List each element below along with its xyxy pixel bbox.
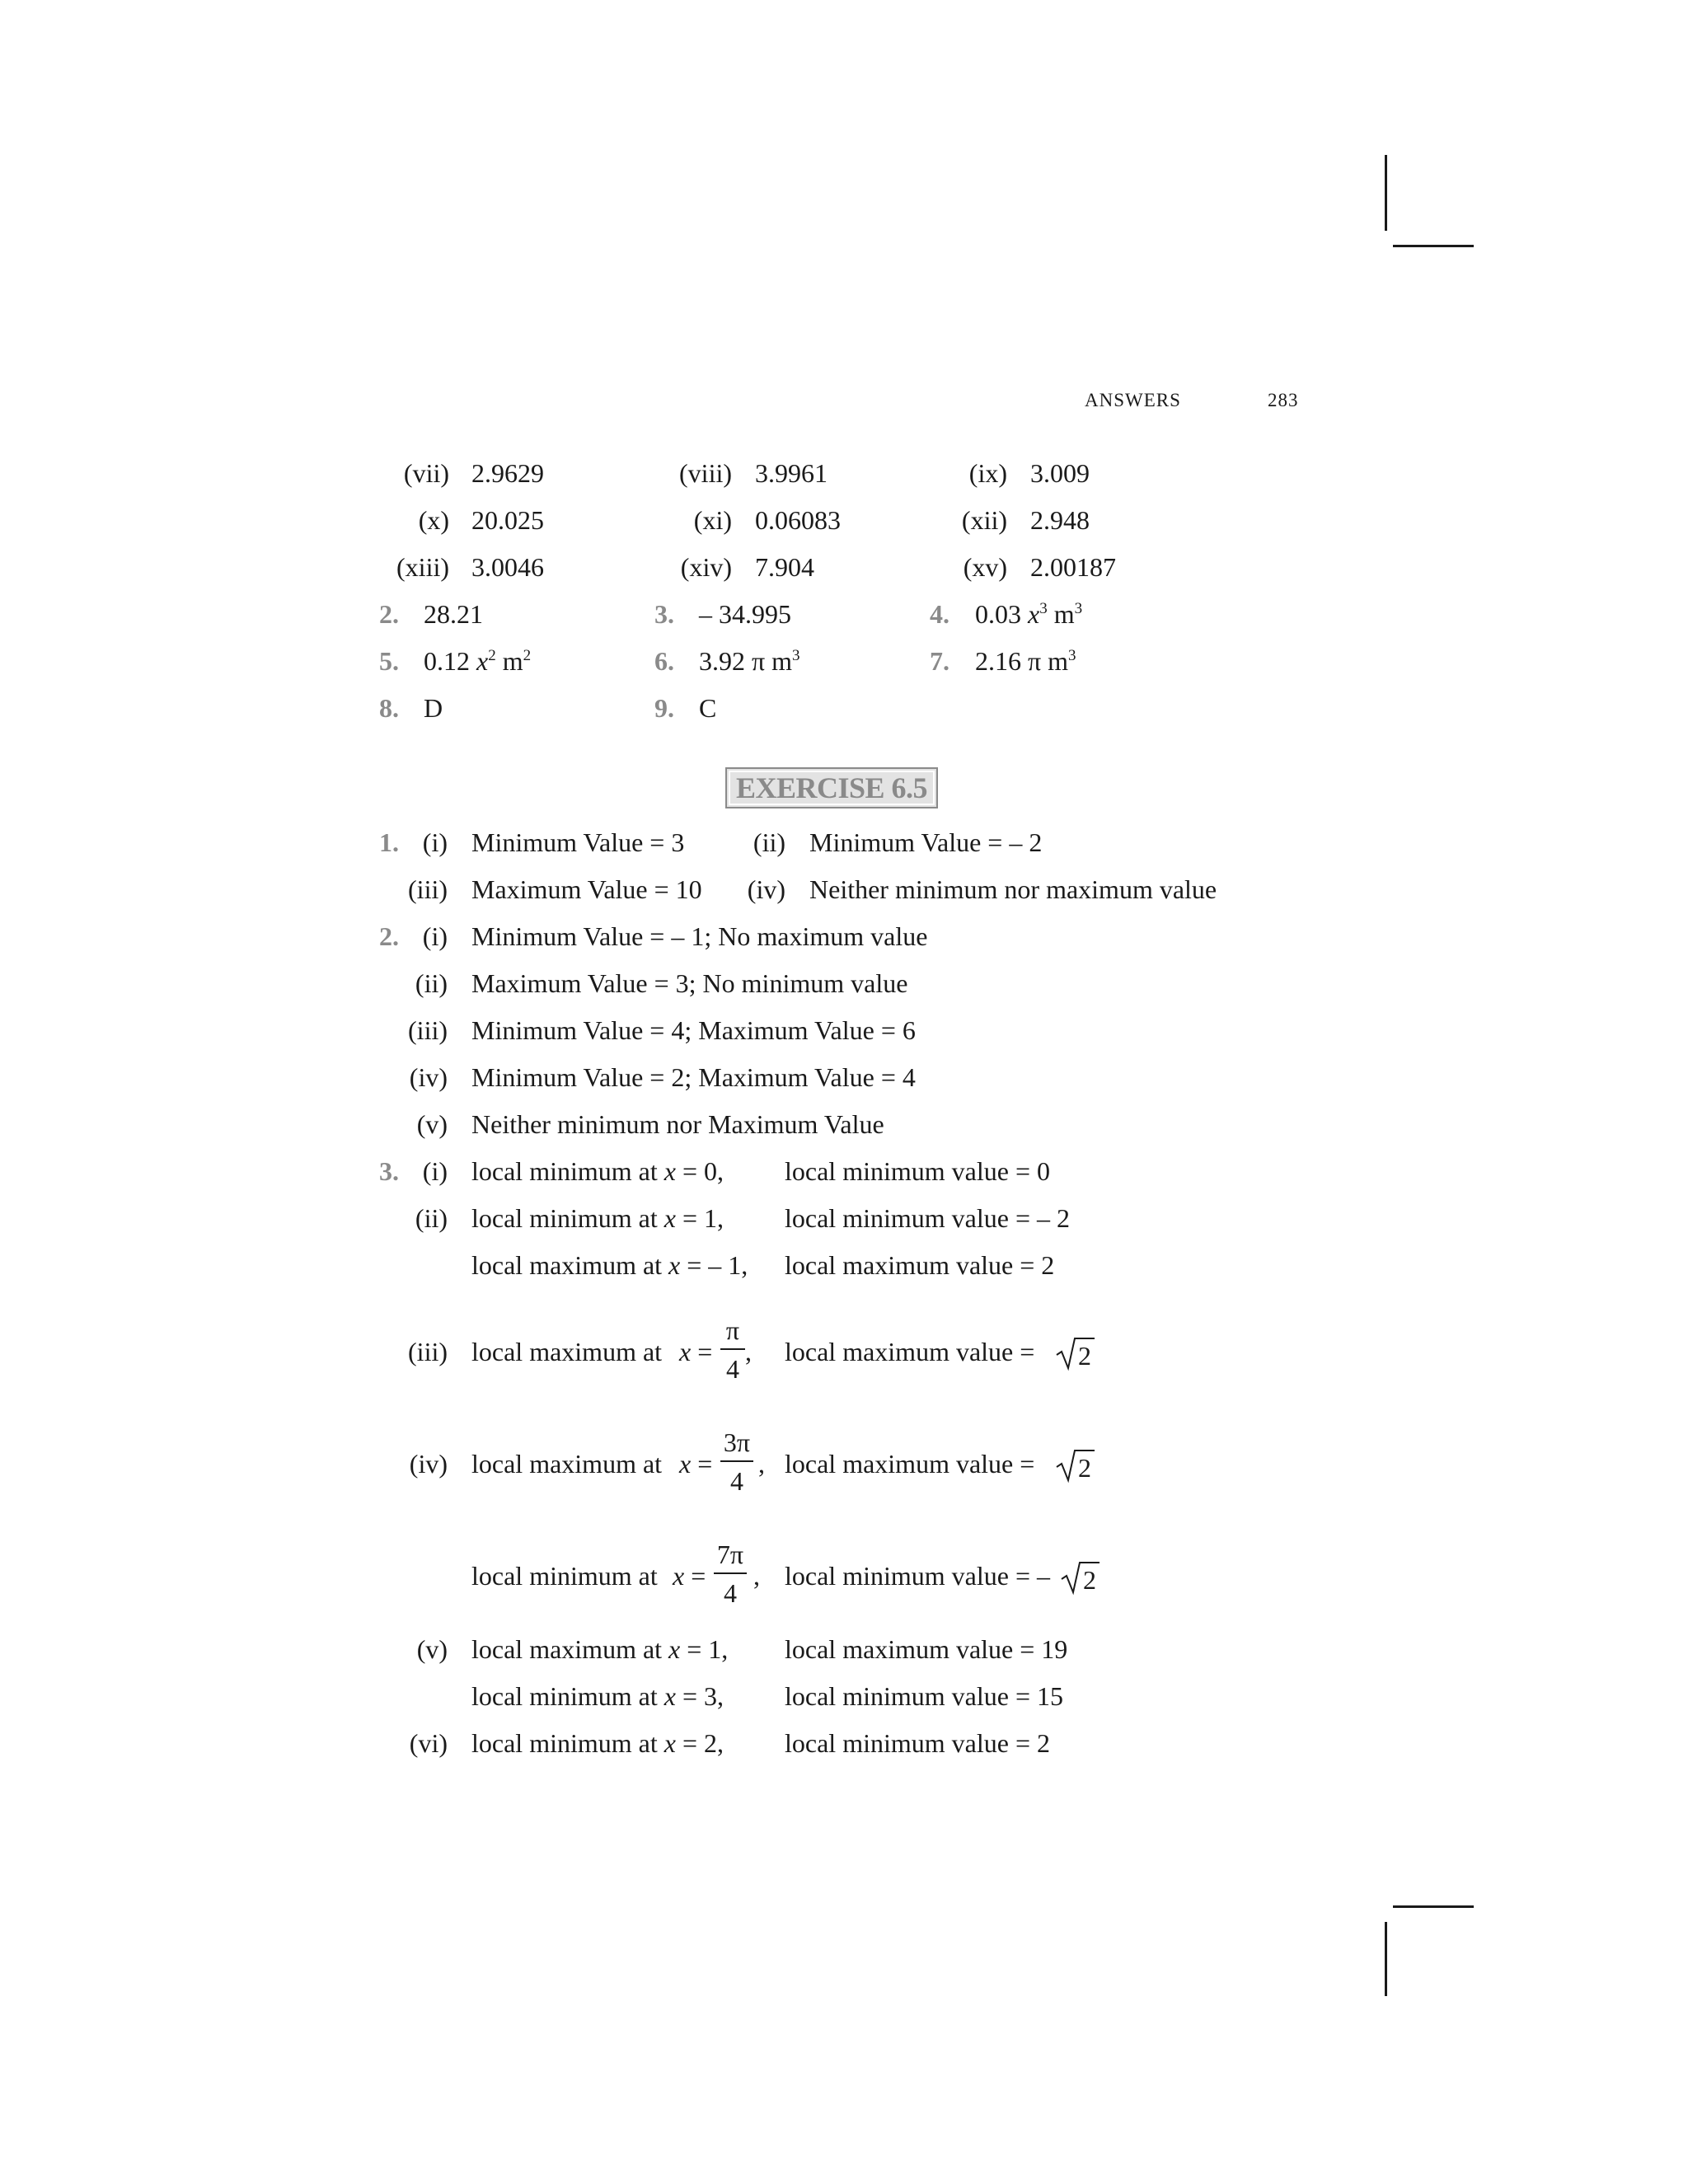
question-number-2: 2. (379, 599, 399, 629)
q2-answer-i: Minimum Value = – 1; No maximum value (471, 921, 928, 951)
q1-answer-ii: Minimum Value = – 2 (809, 827, 1043, 857)
q2-label-iv: (iv) (409, 1062, 448, 1092)
answer-xv: 2.00187 (1030, 552, 1116, 582)
question-number-6: 6. (654, 646, 674, 676)
answer-xii: 2.948 (1030, 505, 1090, 535)
svg-text:2: 2 (1078, 1453, 1091, 1483)
comma: , (758, 1449, 765, 1479)
fraction-bar (720, 1460, 753, 1462)
comma: , (753, 1561, 760, 1591)
svg-text:2: 2 (1083, 1565, 1096, 1595)
q3-answer-ii-max-point: local maximum at x = – 1, (471, 1250, 748, 1280)
answer-x: 20.025 (471, 505, 544, 535)
answer-viii: 3.9961 (755, 458, 828, 488)
q1-label-ii: (ii) (753, 827, 785, 857)
q3-answer-iv-min-text: local minimum at (471, 1561, 658, 1591)
answer-6: 3.92 π $m^3$ (699, 646, 800, 676)
exercise-heading: EXERCISE 6.5 (729, 771, 935, 805)
running-header-title: ANSWERS (1085, 390, 1181, 410)
crop-mark-top-horizontal (1393, 245, 1474, 247)
answer-5: 0.12 $x^2$ $m^2$ (424, 646, 532, 676)
label-xiii: (xiii) (396, 552, 449, 582)
q3-answer-i-point: local minimum at x = 0, (471, 1156, 724, 1186)
answer-2: 28.21 (424, 599, 483, 629)
q2-answer-iv: Minimum Value = 2; Maximum Value = 4 (471, 1062, 916, 1092)
answer-ix: 3.009 (1030, 458, 1090, 488)
crop-mark-bottom-vertical (1385, 1922, 1387, 1996)
q3-answer-iii-var: x = (679, 1337, 713, 1366)
q3-label-v: (v) (416, 1634, 448, 1664)
square-root-symbol (1055, 1447, 1096, 1483)
fraction-numerator-7pi: 7π (716, 1540, 744, 1569)
label-xv: (xv) (963, 552, 1007, 582)
q3-answer-ii-max-value: local maximum value = 2 (785, 1250, 1055, 1280)
fraction-bar (714, 1572, 747, 1574)
question-number-2b: 2. (379, 921, 399, 951)
answer-4: 0.03 $x^3$ $m^3$ (975, 599, 1083, 629)
answer-xiii: 3.0046 (471, 552, 544, 582)
page-number: 283 (1268, 390, 1299, 410)
answer-8: D (424, 693, 443, 723)
q3-label-vi: (vi) (409, 1728, 448, 1758)
question-number-3b: 3. (379, 1156, 399, 1186)
fraction-bar (720, 1348, 745, 1350)
q3-answer-iv-min-var: x = (673, 1561, 706, 1591)
q2-label-i: (i) (422, 921, 448, 951)
q1-label-i: (i) (422, 827, 448, 857)
q1-label-iv: (iv) (747, 874, 785, 904)
question-number-1: 1. (379, 827, 399, 857)
q3-answer-i-value: local minimum value = 0 (785, 1156, 1050, 1186)
comma: , (745, 1337, 752, 1366)
q2-label-v: (v) (416, 1109, 448, 1139)
fraction-denominator-4: 4 (730, 1466, 743, 1496)
question-number-5: 5. (379, 646, 399, 676)
svg-text:2: 2 (1078, 1341, 1091, 1371)
question-number-8: 8. (379, 693, 399, 723)
answer-xi: 0.06083 (755, 505, 841, 535)
fraction-denominator-4: 4 (724, 1578, 737, 1608)
question-number-3: 3. (654, 599, 674, 629)
label-xiv: (xiv) (680, 552, 732, 582)
answer-xiv: 7.904 (755, 552, 814, 582)
q1-answer-iii: Maximum Value = 10 (471, 874, 702, 904)
label-viii: (viii) (679, 458, 732, 488)
question-number-9: 9. (654, 693, 674, 723)
q2-answer-ii: Maximum Value = 3; No minimum value (471, 968, 908, 998)
q3-answer-v-min-value: local minimum value = 15 (785, 1681, 1063, 1711)
crop-mark-top-vertical (1385, 155, 1387, 231)
q3-answer-ii-point: local minimum at x = 1, (471, 1203, 724, 1233)
question-number-7: 7. (930, 646, 950, 676)
square-root-symbol (1055, 1335, 1096, 1371)
q3-label-i: (i) (422, 1156, 448, 1186)
fraction-numerator-pi: π (725, 1315, 740, 1345)
square-root-symbol (1060, 1559, 1101, 1596)
answer-3: – 34.995 (699, 599, 791, 629)
label-ix: (ix) (968, 458, 1007, 488)
q3-answer-ii-value: local minimum value = – 2 (785, 1203, 1070, 1233)
answer-7: 2.16 π $m^3$ (975, 646, 1076, 676)
question-number-4: 4. (930, 599, 950, 629)
q2-label-ii: (ii) (415, 968, 448, 998)
q2-answer-v: Neither minimum nor Maximum Value (471, 1109, 884, 1139)
label-vii: (vii) (403, 458, 449, 488)
q1-answer-iv: Neither minimum nor maximum value (809, 874, 1217, 904)
label-x: (x) (418, 505, 449, 535)
fraction-numerator-3pi: 3π (723, 1427, 751, 1457)
q3-answer-iii-text: local maximum at (471, 1337, 663, 1366)
q3-answer-v-point: local maximum at x = 1, (471, 1634, 729, 1664)
q2-answer-iii: Minimum Value = 4; Maximum Value = 6 (471, 1015, 916, 1045)
q3-label-iv: (iv) (409, 1449, 448, 1479)
q3-answer-vi-point: local minimum at x = 2, (471, 1728, 724, 1758)
fraction-denominator-4: 4 (726, 1354, 739, 1384)
answer-9: C (699, 693, 717, 723)
q3-answer-iii-value: local maximum value = (785, 1337, 1035, 1366)
q3-label-ii: (ii) (415, 1203, 448, 1233)
q3-answer-iv-text: local maximum at (471, 1449, 663, 1479)
q3-answer-v-value: local maximum value = 19 (785, 1634, 1068, 1664)
q2-label-iii: (iii) (408, 1015, 448, 1045)
q3-answer-iv-min-value: local minimum value = – (785, 1561, 1050, 1591)
exercise-heading-box (725, 767, 938, 808)
q1-label-iii: (iii) (408, 874, 448, 904)
q3-answer-iv-value: local maximum value = (785, 1449, 1035, 1479)
q3-answer-iv-var: x = (679, 1449, 713, 1479)
answer-vii: 2.9629 (471, 458, 544, 488)
q3-answer-vi-value: local minimum value = 2 (785, 1728, 1050, 1758)
q3-label-iii: (iii) (408, 1337, 448, 1366)
label-xii: (xii) (961, 505, 1007, 535)
label-xi: (xi) (693, 505, 732, 535)
crop-mark-bottom-horizontal (1393, 1905, 1474, 1908)
q3-answer-v-min-point: local minimum at x = 3, (471, 1681, 724, 1711)
q1-answer-i: Minimum Value = 3 (471, 827, 685, 857)
